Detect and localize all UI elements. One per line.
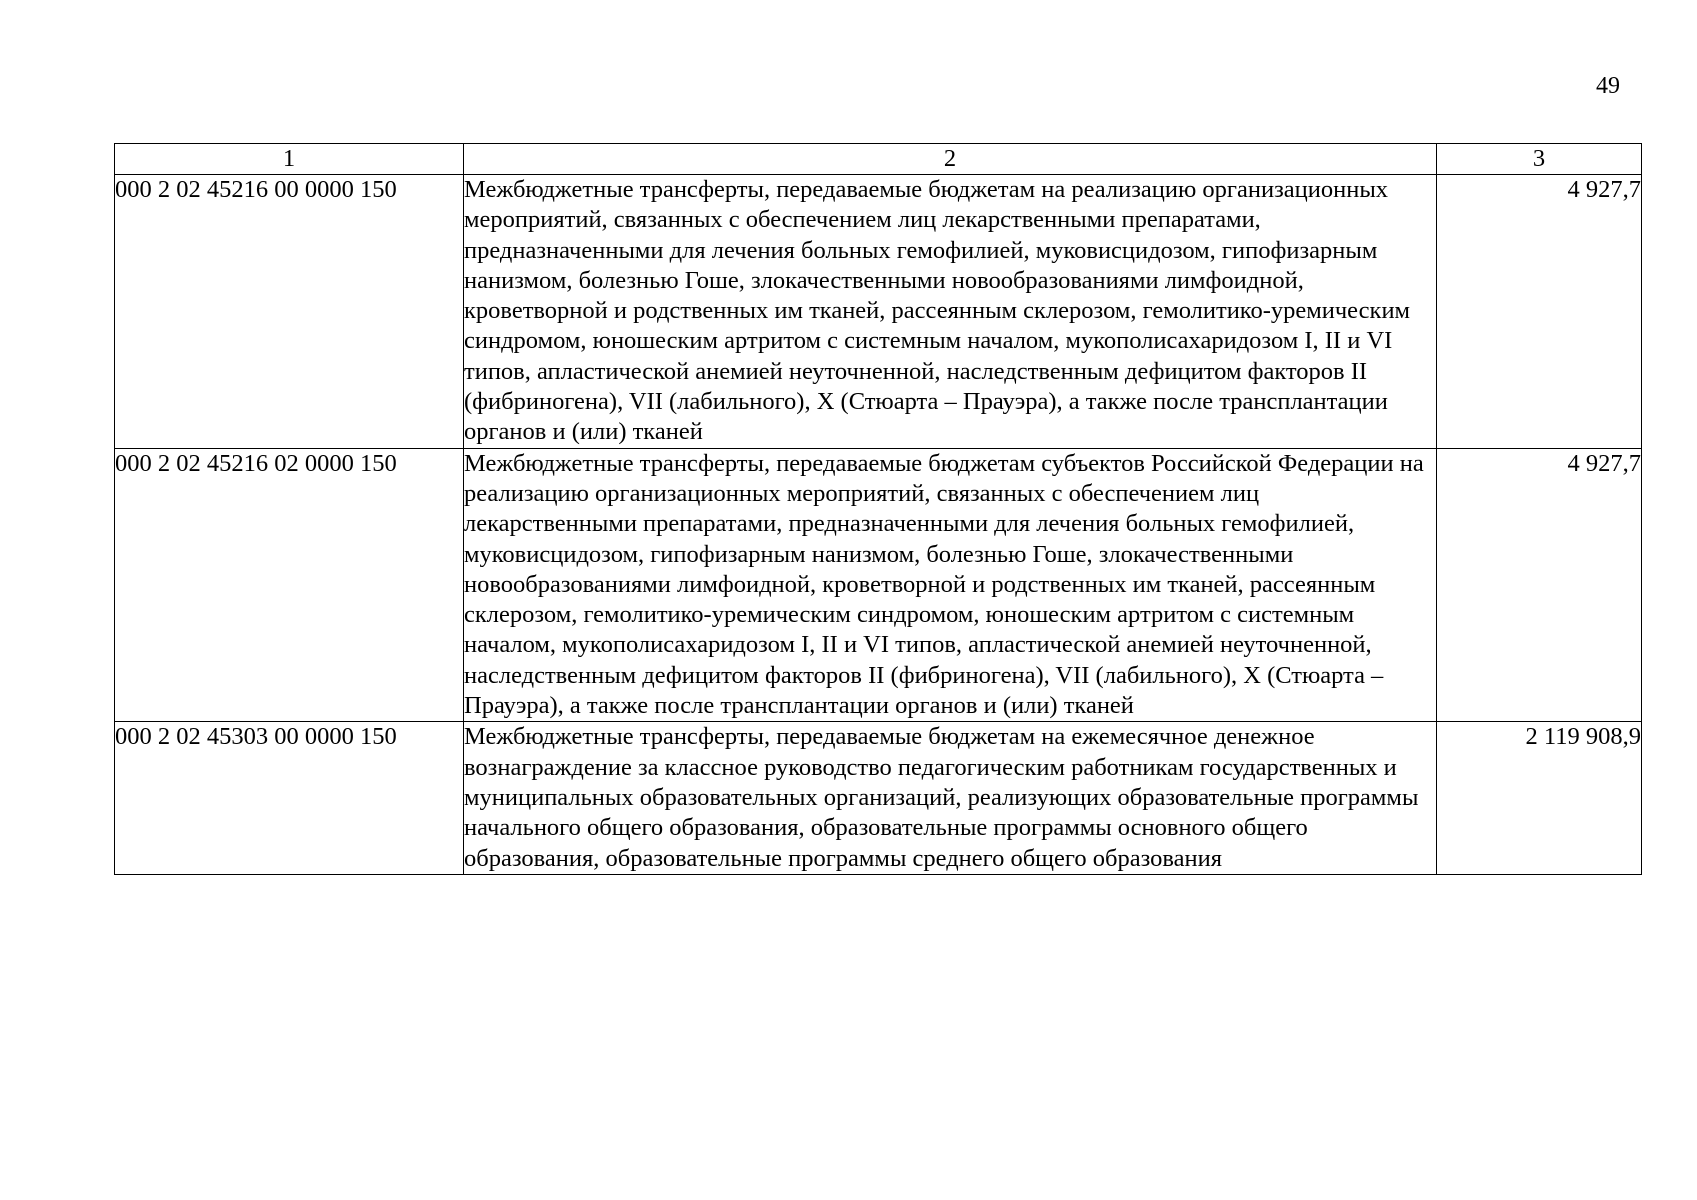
table-row <box>115 722 1642 874</box>
row-amount: 4 927,7 <box>1437 175 1642 449</box>
table-header-row <box>115 144 1642 175</box>
table-row <box>115 448 1642 722</box>
row-description: Межбюджетные трансферты, передаваемые бюджетам субъектов Российской Федерации на реализацию организационных мероприятий, связанных с обеспечением лиц лекарственными препаратами, предназначенными для лечения больных гемофилией, муковисцидозом, гипофизарным нанизмом, болезнью Гоше, злокачественными новообразованиями лимфоидной, кроветворной и родственных им тканей, рассеянным склерозом, гемолитико-уремическим синдромом, юношеским артритом с системным началом, мукополисахаридозом I, II и VI типов, апластической анемией неуточненной, наследственным дефицитом факторов II (фибриногена), VII (лабильного), X (Стюарта – Прауэра), а также после трансплантации органов и (или) тканей <box>464 448 1437 722</box>
row-amount: 4 927,7 <box>1437 448 1642 722</box>
column-header-description: 2 <box>464 144 1437 175</box>
row-amount: 2 119 908,9 <box>1437 722 1642 874</box>
column-header-amount: 3 <box>1437 144 1642 175</box>
row-code: 000 2 02 45216 00 0000 150 <box>115 175 464 449</box>
row-description: Межбюджетные трансферты, передаваемые бюджетам на реализацию организационных мероприятий, связанных с обеспечением лиц лекарственными препаратами, предназначенными для лечения больных гемофилией, муковисцидозом, гипофизарным нанизмом, болезнью Гоше, злокачественными новообразованиями лимфоидной, кроветворной и родственных им тканей, рассеянным склерозом, гемолитико-уремическим синдромом, юношеским артритом с системным началом, мукополисахаридозом I, II и VI типов, апластической анемией неуточненной, наследственным дефицитом факторов II (фибриногена), VII (лабильного), X (Стюарта – Прауэра), а также после трансплантации органов и (или) тканей <box>464 175 1437 449</box>
page-number: 49 <box>1596 73 1620 99</box>
table-row <box>115 175 1642 449</box>
row-code: 000 2 02 45303 00 0000 150 <box>115 722 464 874</box>
row-code: 000 2 02 45216 02 0000 150 <box>115 448 464 722</box>
column-header-code: 1 <box>115 144 464 175</box>
row-description: Межбюджетные трансферты, передаваемые бюджетам на ежемесячное денежное вознаграждение за классное руководство педагогическим работникам государственных и муниципальных образовательных организаций, реализующих образовательные программы начального общего образования, образовательные программы основного общего образования, образовательные программы среднего общего образования <box>464 722 1437 874</box>
budget-table <box>114 143 1642 875</box>
